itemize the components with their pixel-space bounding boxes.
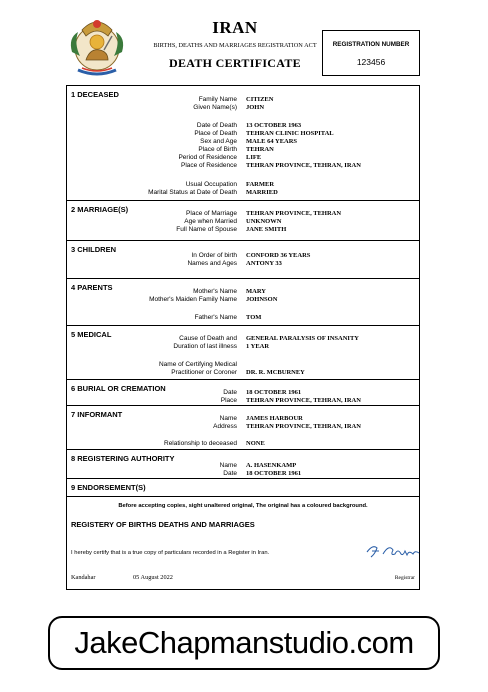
field-value: 18 OCTOBER 1961	[246, 389, 302, 396]
field-row	[67, 440, 419, 448]
field-row	[67, 260, 419, 268]
field-row	[67, 252, 419, 260]
field-row	[67, 104, 419, 112]
field-label: Full Name of Spouse	[176, 226, 237, 233]
field-label: Place of Marriage	[186, 210, 237, 217]
registration-act-line: BIRTHS, DEATHS AND MARRIAGES REGISTRATION ACT	[153, 42, 317, 49]
field-label: Place of Birth	[198, 146, 237, 153]
section-burial	[67, 379, 419, 406]
field-row	[67, 226, 419, 234]
registration-number-box	[322, 30, 420, 76]
field-row	[67, 397, 419, 405]
section-parents	[67, 278, 419, 326]
field-row	[67, 96, 419, 104]
field-value: ANTONY 33	[246, 260, 282, 267]
section-title: 4 PARENTS	[71, 283, 113, 292]
section-children	[67, 240, 419, 279]
field-value: TEHRAN PROVINCE, TEHRAN, IRAN	[246, 397, 361, 404]
certification-statement: I hereby certify that is a true copy of particulars recorded in a Register in Iran.	[71, 550, 270, 556]
field-row	[67, 288, 419, 296]
field-value: A. HASENKAMP	[246, 462, 297, 469]
field-row	[67, 218, 419, 226]
field-row	[67, 462, 419, 470]
field-value: CITIZEN	[246, 96, 274, 103]
field-label: Name	[219, 415, 237, 422]
country-name: IRAN	[212, 18, 258, 37]
field-label: Place	[220, 397, 237, 404]
field-label: Sex and Age	[200, 138, 237, 145]
field-value: UNKNOWN	[246, 218, 282, 225]
field-row	[67, 361, 419, 369]
divider	[67, 496, 419, 497]
field-label: Place of Death	[194, 130, 237, 137]
field-label: Address	[213, 423, 237, 430]
registration-number-label: REGISTRATION NUMBER	[332, 41, 410, 48]
section-title: 2 MARRIAGE(S)	[71, 205, 129, 214]
issue-date: 05 August 2022	[133, 574, 173, 581]
section-title: 3 CHILDREN	[71, 245, 117, 254]
section-informant	[67, 405, 419, 450]
field-value: LIFE	[246, 154, 262, 161]
field-label: Cause of Death and	[179, 335, 237, 342]
field-value: FARMER	[246, 181, 275, 188]
issue-place: Kandahar	[71, 574, 96, 581]
field-label: Date	[223, 389, 237, 396]
field-row	[67, 138, 419, 146]
section-title: 7 INFORMANT	[71, 410, 123, 419]
field-value: JOHN	[246, 104, 265, 111]
field-value: TEHRAN	[246, 146, 274, 153]
field-label: Date	[223, 470, 237, 477]
field-row	[67, 314, 419, 322]
field-value: GENERAL PARALYSIS OF INSANITY	[246, 335, 359, 342]
field-value: 1 YEAR	[246, 343, 270, 350]
field-value: TEHRAN PROVINCE, TEHRAN, IRAN	[246, 423, 361, 430]
field-value: 13 OCTOBER 1963	[246, 122, 302, 129]
registration-number: 123456	[356, 57, 386, 67]
field-row	[67, 296, 419, 304]
field-row	[67, 130, 419, 138]
field-value: CONFORD 36 YEARS	[246, 252, 311, 259]
field-label: Names and Ages	[187, 260, 237, 267]
field-row	[67, 343, 419, 351]
section-registering-authority	[67, 449, 419, 479]
registry-heading: REGISTERY OF BIRTHS DEATHS AND MARRIAGES	[71, 520, 255, 529]
field-label: Practitioner or Coroner	[171, 369, 237, 376]
field-value: TEHRAN PROVINCE, TEHRAN	[246, 210, 342, 217]
field-label: Age when Married	[184, 218, 237, 225]
field-row	[67, 122, 419, 130]
field-value: JOHNSON	[246, 296, 278, 303]
field-value: TEHRAN PROVINCE, TEHRAN, IRAN	[246, 162, 361, 169]
field-label: Given Name(s)	[193, 104, 237, 111]
section-title: 5 MEDICAL	[71, 330, 112, 339]
field-row	[67, 335, 419, 343]
field-label: Name	[219, 462, 237, 469]
registrar-signature	[363, 542, 423, 560]
section-marriages	[67, 200, 419, 241]
field-label: Place of Residence	[180, 162, 237, 169]
field-label: Father's Name	[194, 314, 237, 321]
field-label: Mother's Maiden Family Name	[149, 296, 237, 303]
section-title: 6 BURIAL OR CREMATION	[71, 384, 166, 393]
field-label: Date of Death	[196, 122, 237, 129]
field-label: Duration of last illness	[173, 343, 237, 350]
field-value: MARY	[246, 288, 266, 295]
field-value: 18 OCTOBER 1961	[246, 470, 302, 477]
section-deceased	[67, 86, 419, 200]
section-title: 9 ENDORSEMENT(S)	[71, 483, 146, 492]
field-label: Family Name	[198, 96, 237, 103]
field-label: Usual Occupation	[185, 181, 237, 188]
field-value: NONE	[246, 440, 265, 447]
field-value: MALE 64 YEARS	[246, 138, 298, 145]
certificate-title: DEATH CERTIFICATE	[169, 56, 301, 70]
field-value: TEHRAN CLINIC HOSPITAL	[246, 130, 334, 137]
field-label: Relationship to deceased	[164, 440, 237, 447]
lion-and-sun-emblem	[64, 12, 130, 78]
section-title: 8 REGISTERING AUTHORITY	[71, 454, 175, 463]
field-label: In Order of birth	[191, 252, 237, 259]
field-row	[67, 189, 419, 197]
field-row	[67, 415, 419, 423]
field-label: Name of Certifying Medical	[158, 361, 237, 368]
watermark-banner: JakeChapmanstudio.com	[48, 616, 440, 670]
field-label: Period of Residence	[178, 154, 237, 161]
field-value: MARRIED	[246, 189, 278, 196]
field-row	[67, 470, 419, 478]
field-row	[67, 181, 419, 189]
certificate-body	[66, 85, 420, 590]
verification-notice: Before accepting copies, sight unaltered original, The original has a coloured background.	[118, 503, 368, 509]
field-row	[67, 162, 419, 170]
field-value: TOM	[246, 314, 262, 321]
field-row	[67, 369, 419, 377]
field-row	[67, 423, 419, 431]
field-value: JANE SMITH	[246, 226, 287, 233]
field-row	[67, 210, 419, 218]
section-title: 1 DECEASED	[71, 90, 119, 99]
registrar-label: Registrar	[394, 575, 415, 581]
field-row	[67, 146, 419, 154]
field-row	[67, 154, 419, 162]
field-value: JAMES HARBOUR	[246, 415, 303, 422]
section-medical	[67, 325, 419, 380]
field-label: Marital Status at Date of Death	[148, 189, 237, 196]
field-row	[67, 389, 419, 397]
field-label: Mother's Name	[193, 288, 237, 295]
section-endorsements	[67, 478, 419, 497]
field-value: DR. R. MCBURNEY	[246, 369, 305, 376]
